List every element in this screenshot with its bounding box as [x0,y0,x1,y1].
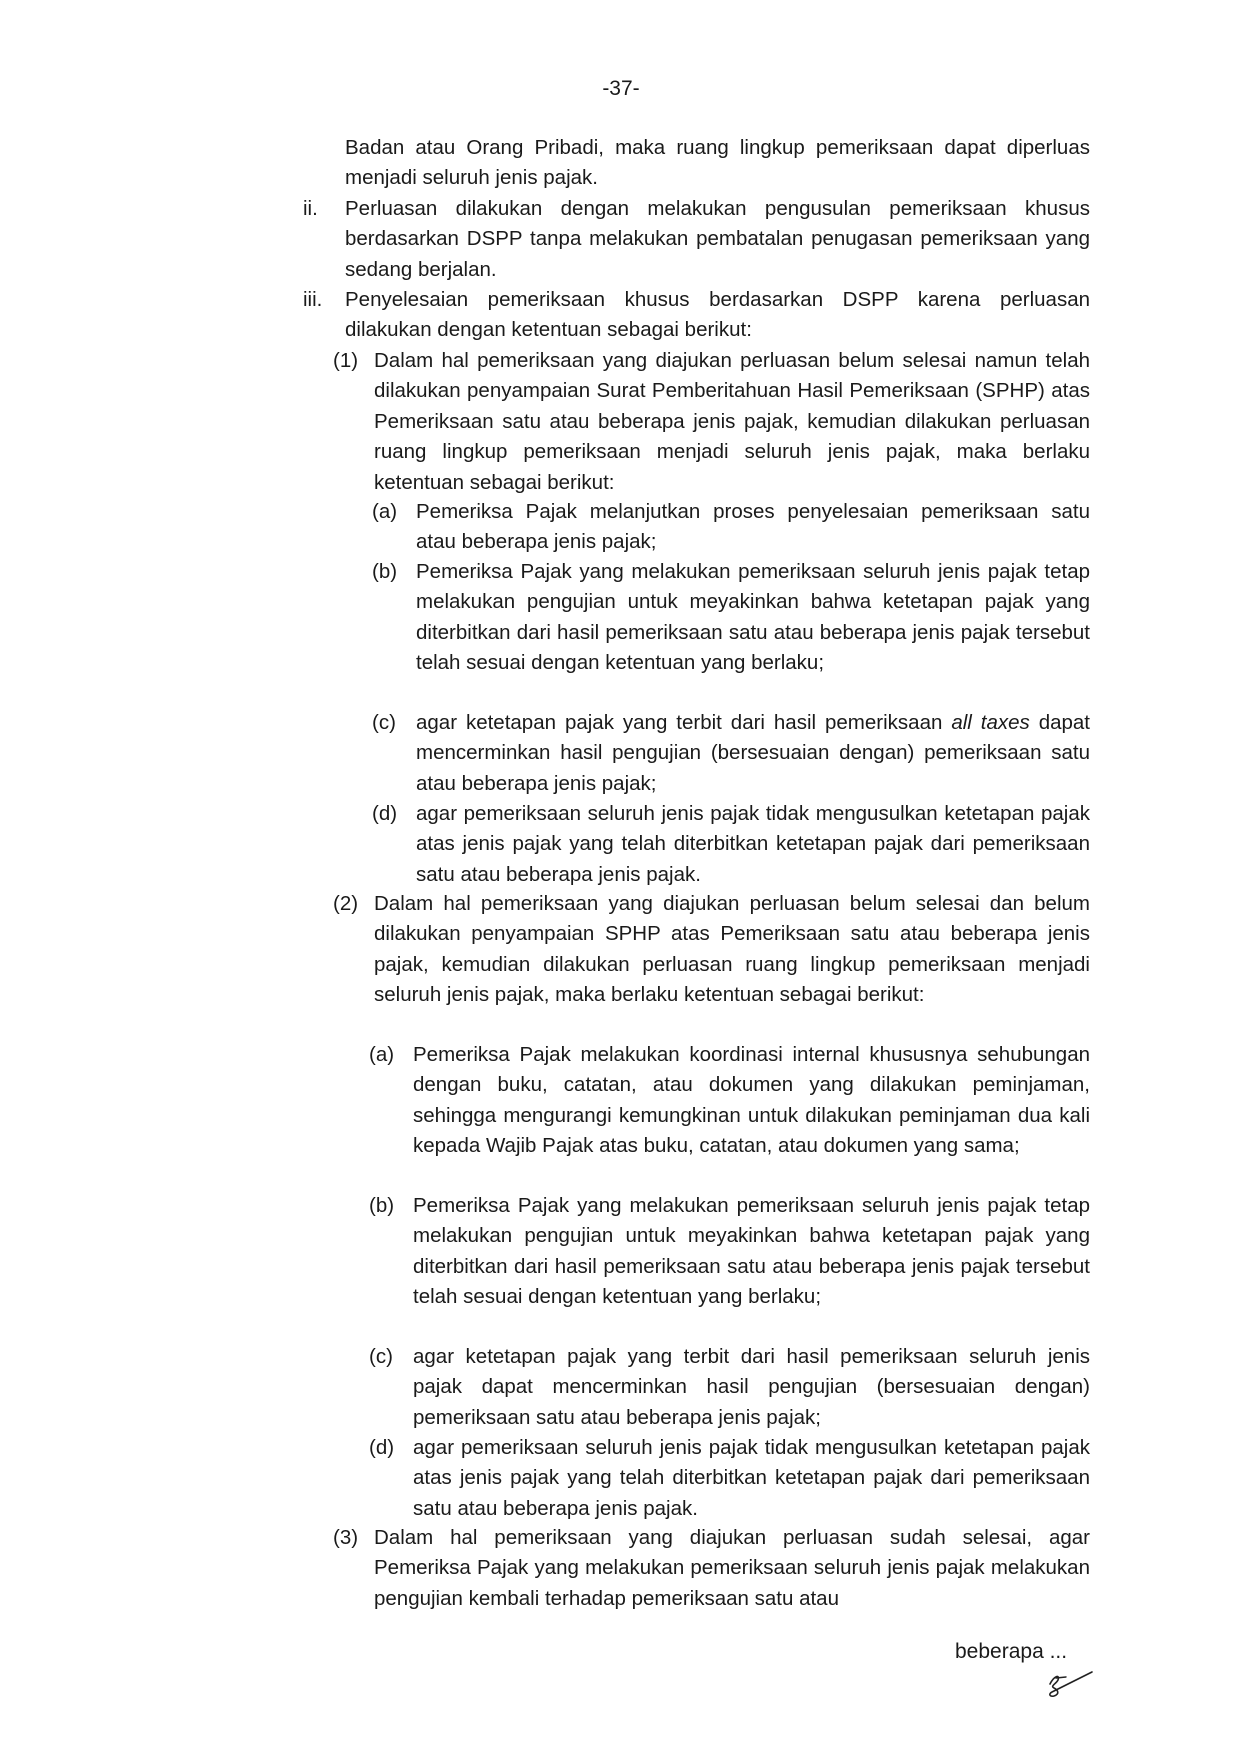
paragraph-text: Badan atau Orang Pribadi, maka ruang lingkup pemeriksaan dapat diperluas menjadi seluruh jenis pajak. [345,136,1090,190]
italic-term: all taxes [951,711,1030,734]
list-item-text: Pemeriksa Pajak melakukan koordinasi internal khususnya sehubungan dengan buku, catatan, atau dokumen yang dilakukan peminjaman, sehingga mengurangi kemungkinan untuk dilakukan peminjaman dua kali kepada Wajib Pajak atas buku, catatan, atau dokumen yang sama; [413,1043,1090,1158]
list-marker: (b) [372,560,398,583]
list-marker: (2) [333,892,359,915]
page-number: -37- [602,77,640,100]
list-marker: ii. [303,197,318,220]
continuation-paragraph [345,133,1090,194]
sub-item-2d [369,1433,1090,1524]
list-item-ii [303,194,1090,285]
handwritten-initial [1040,1664,1100,1702]
list-marker: (c) [372,711,396,734]
list-item-3 [333,1523,1090,1614]
list-item-2 [333,889,1090,1011]
list-item-text: Dalam hal pemeriksaan yang diajukan perluasan sudah selesai, agar Pemeriksa Pajak yang melakukan pemeriksaan seluruh jenis pajak melakukan pengujian kembali terhadap pemeriksaan satu atau [374,1526,1090,1610]
sub-item-1d [372,799,1090,890]
list-item-text: Perluasan dilakukan dengan melakukan pengusulan pemeriksaan khusus berdasarkan DSPP tanpa melakukan pembatalan penugasan pemeriksaan yang sedang berjalan. [345,197,1090,281]
list-item-text: agar ketetapan pajak yang terbit dari hasil pemeriksaan seluruh jenis pajak dapat mencerminkan hasil pengujian (bersesuaian dengan) pemeriksaan satu atau beberapa jenis pajak; [413,1345,1090,1429]
list-marker: (1) [333,349,359,372]
list-marker: (a) [369,1043,395,1066]
sub-item-1a [372,497,1090,558]
sub-item-1b [372,557,1090,679]
list-marker: (3) [333,1526,359,1549]
list-marker: (c) [369,1345,393,1368]
list-marker: (d) [369,1436,395,1459]
list-item-iii [303,285,1090,346]
list-item-text: Dalam hal pemeriksaan yang diajukan perluasan belum selesai dan belum dilakukan penyampaian SPHP atas Pemeriksaan satu atau beberapa jenis pajak, kemudian dilakukan perluasan ruang lingkup pemeriksaan menjadi seluruh jenis pajak, maka berlaku ketentuan sebagai berikut: [374,892,1090,1007]
list-item-text: agar pemeriksaan seluruh jenis pajak tidak mengusulkan ketetapan pajak atas jenis pajak yang telah diterbitkan ketetapan pajak dari pemeriksaan satu atau beberapa jenis pajak. [413,1436,1090,1520]
sub-item-1c [372,708,1090,799]
list-item-text: Penyelesaian pemeriksaan khusus berdasarkan DSPP karena perluasan dilakukan dengan ketentuan sebagai berikut: [345,288,1090,342]
list-marker: (d) [372,802,398,825]
list-item-text: agar pemeriksaan seluruh jenis pajak tidak mengusulkan ketetapan pajak atas jenis pajak yang telah diterbitkan ketetapan pajak dari pemeriksaan satu atau beberapa jenis pajak. [416,802,1090,886]
list-item-text: Pemeriksa Pajak yang melakukan pemeriksaan seluruh jenis pajak tetap melakukan pengujian untuk meyakinkan bahwa ketetapan pajak yang diterbitkan dari hasil pemeriksaan satu atau beberapa jenis pajak tersebut telah sesuai dengan ketentuan yang berlaku; [413,1194,1090,1309]
sub-item-2a [369,1040,1090,1162]
catchword: beberapa ... [955,1640,1068,1663]
list-item-1 [333,346,1090,498]
list-item-text: Pemeriksa Pajak yang melakukan pemeriksaan seluruh jenis pajak tetap melakukan pengujian untuk meyakinkan bahwa ketetapan pajak yang diterbitkan dari hasil pemeriksaan satu atau beberapa jenis pajak tersebut telah sesuai dengan ketentuan yang berlaku; [416,560,1090,675]
list-item-text: Pemeriksa Pajak melanjutkan proses penyelesaian pemeriksaan satu atau beberapa jenis pajak; [416,500,1090,554]
list-item-text: agar ketetapan pajak yang terbit dari hasil pemeriksaan all taxes dapat mencerminkan hasil pengujian (bersesuaian dengan) pemeriksaan satu atau beberapa jenis pajak; [416,711,1091,795]
list-marker: iii. [303,288,323,311]
list-item-text: Dalam hal pemeriksaan yang diajukan perluasan belum selesai namun telah dilakukan penyampaian Surat Pemberitahuan Hasil Pemeriksaan (SPHP) atas Pemeriksaan satu atau beberapa jenis pajak, kemudian dilakukan perluasan ruang lingkup pemeriksaan menjadi seluruh jenis pajak, maka berlaku ketentuan sebagai berikut: [374,349,1090,494]
sub-item-2b [369,1191,1090,1313]
list-marker: (b) [369,1194,395,1217]
list-marker: (a) [372,500,398,523]
sub-item-2c [369,1342,1090,1433]
